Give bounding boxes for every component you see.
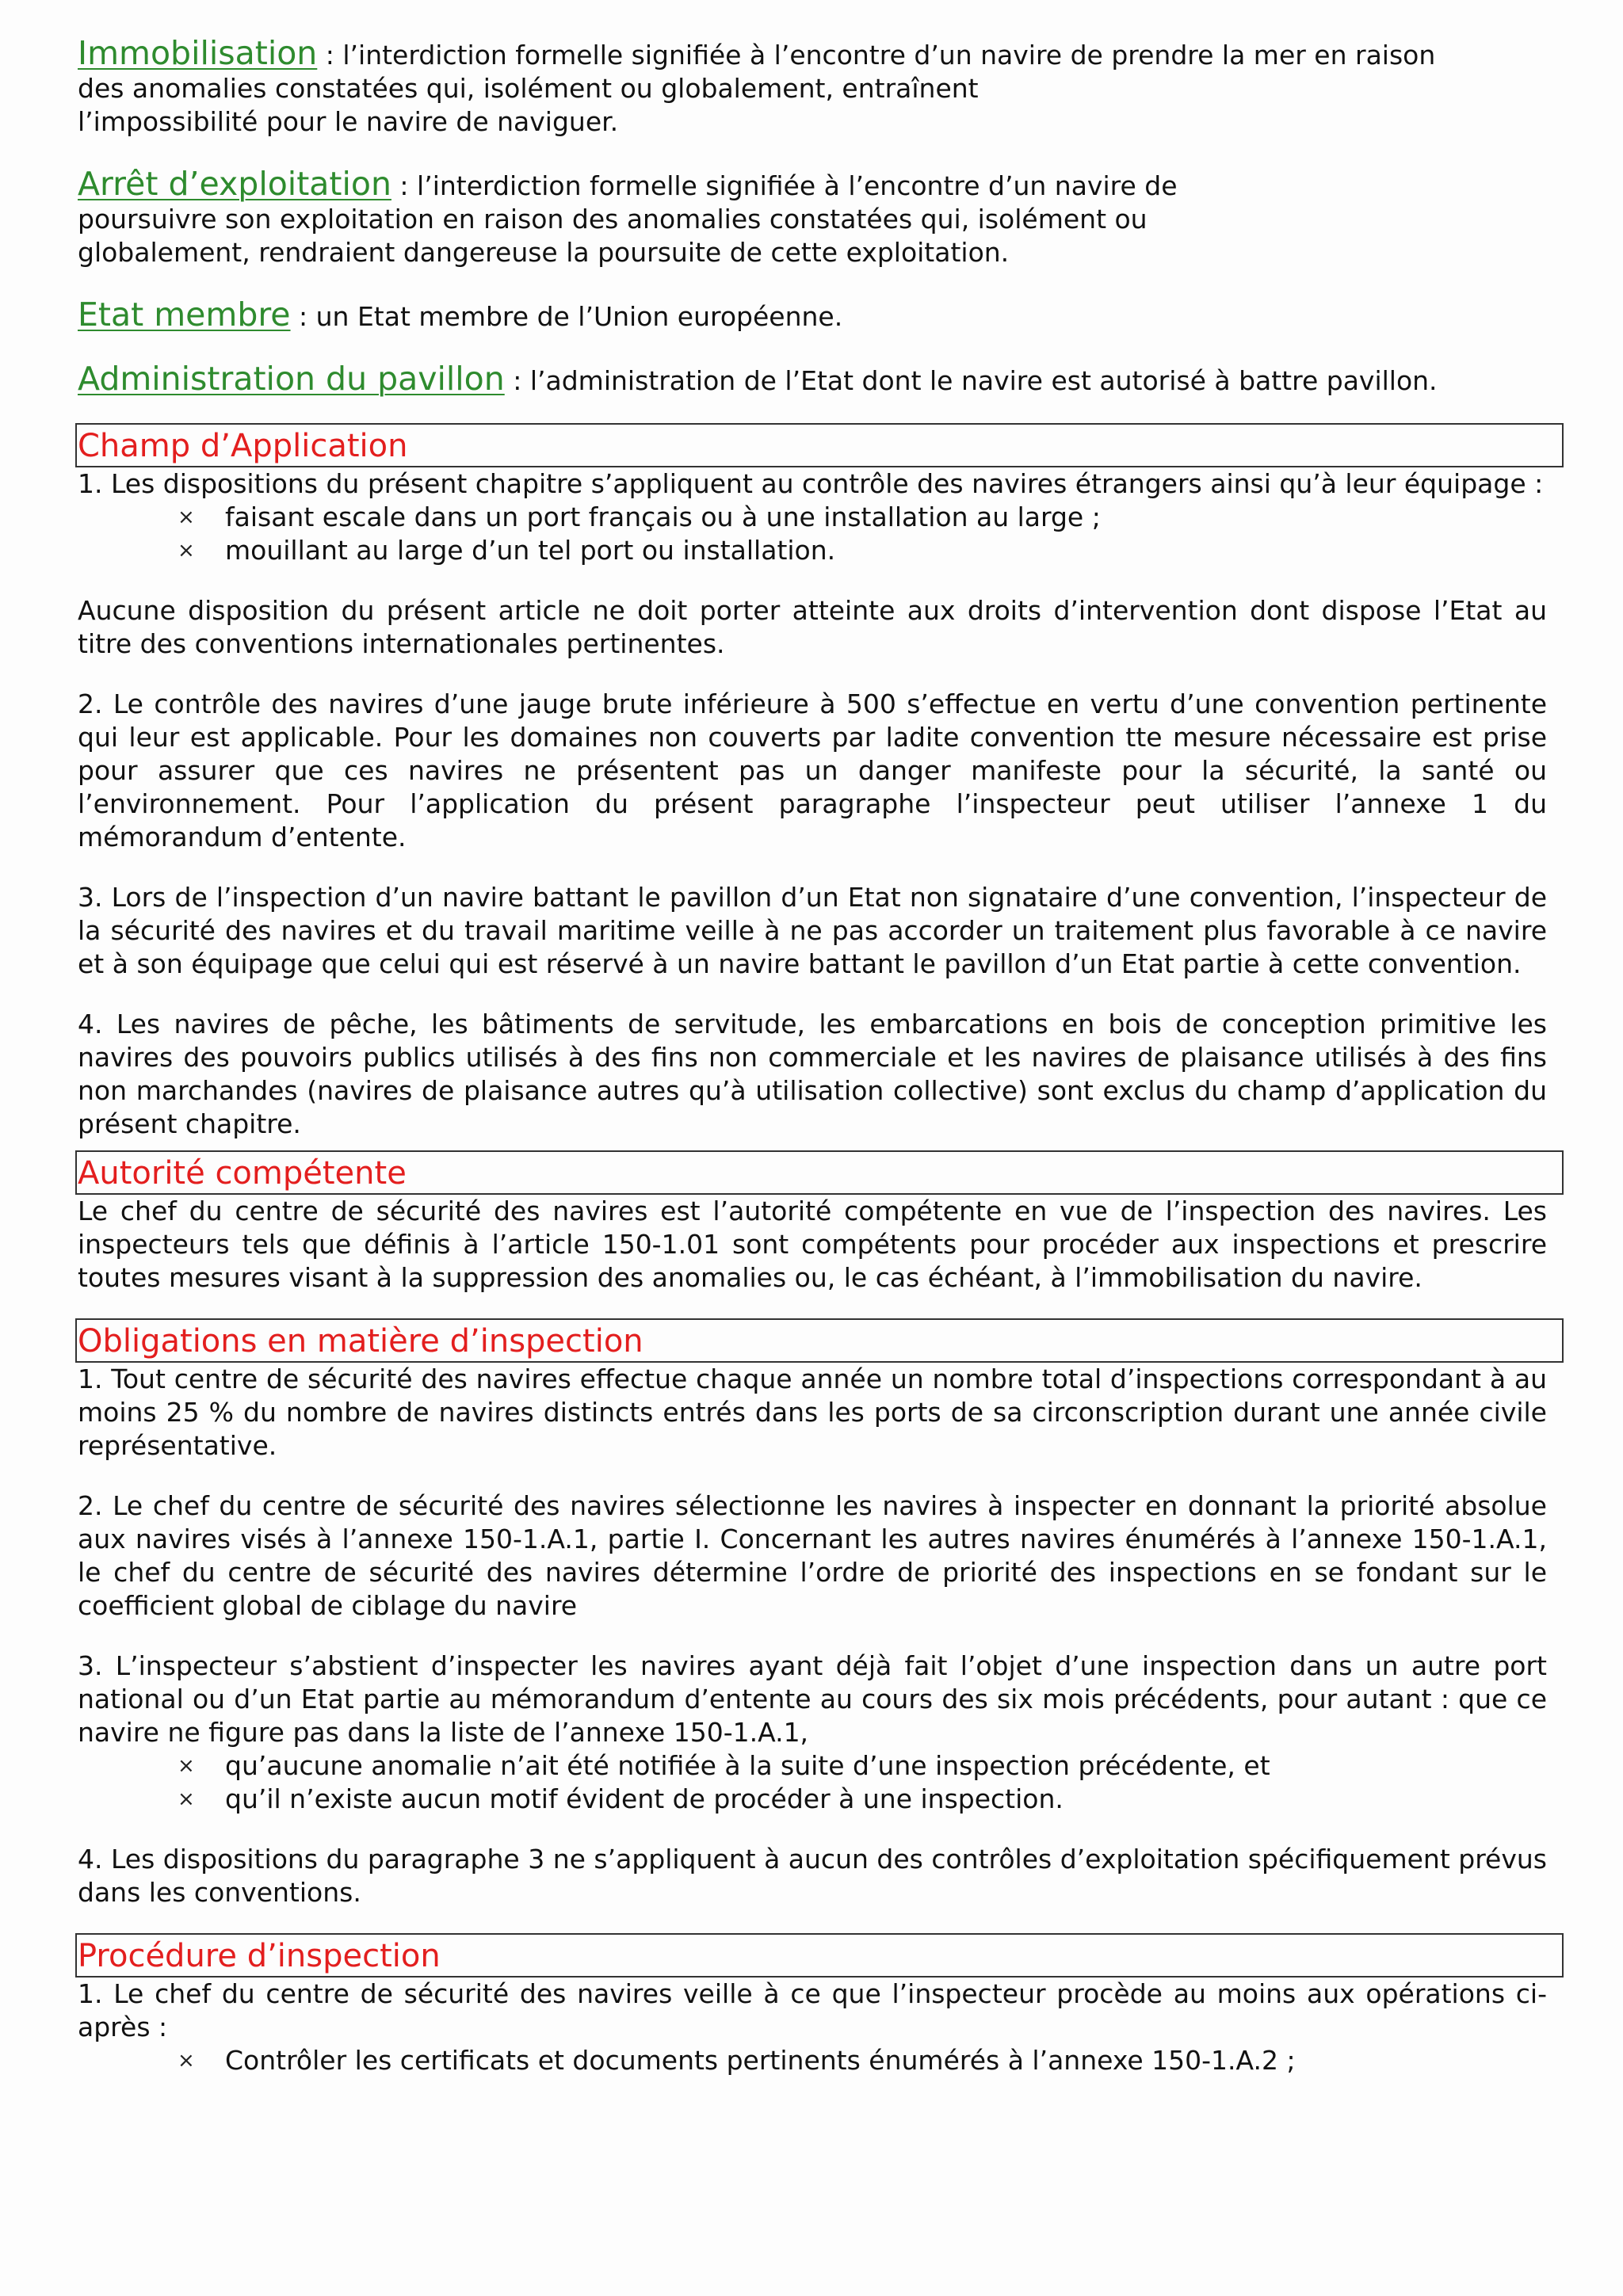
paragraph: 2. Le contrôle des navires d’une jauge brute inférieure à 500 s’effectue en vertu d’une convention pertinente qui leur est applicable. Pour les domaines non couverts par ladite convention tte mesure nécessaire est prise pour assurer que ces navires ne présentent pas un danger manifeste pour la sécurité, la santé ou l’environnement. Pour l’application du présent paragraphe l’inspecteur peut utiliser l’annexe 1 du mémorandum d’entente. [78,688,1547,852]
paragraph: 3. L’inspecteur s’abstient d’inspecter les navires ayant déjà fait l’objet d’une inspection dans un autre port national ou d’un Etat partie au mémorandum d’entente au cours des six mois précédents, pour autant : que ce navire ne figure pas dans la liste de l’annexe 150-1.A.1, [78,1650,1547,1748]
cross-bullet-icon: × [178,1754,195,1778]
term-administration-pavillon: Administration du pavillon [78,360,505,398]
list-item: × qu’il n’existe aucun motif évident de procéder à une inspection. [178,1783,1064,1814]
cross-bullet-icon: × [178,2049,195,2073]
definition-administration-pavillon: Administration du pavillon : l’administration de l’Etat dont le navire est autorisé à battre pavillon. [78,360,1438,398]
paragraph: Aucune disposition du présent article ne doit porter atteinte aux droits d’intervention dont dispose l’Etat au titre des conventions internationales pertinentes. [78,595,1547,659]
section-header-autorite-competente [75,1150,1564,1195]
paragraph: 3. Lors de l’inspection d’un navire battant le pavillon d’un Etat non signataire d’une convention, l’inspecteur de la sécurité des navires et du travail maritime veille à ne pas accorder un traitement plus favorable à ce navire et à son équipage que celui qui est réservé à un navire battant le pavillon d’un Etat partie à cette convention. [78,882,1547,979]
section-title: Obligations en matière d’inspection [78,1323,643,1360]
section-header-procedure-inspection [75,1933,1564,1978]
cross-bullet-icon: × [178,1787,195,1811]
bullet-list [78,2044,1547,2077]
list-item: × faisant escale dans un port français ou à une installation au large ; [178,502,1101,532]
cross-bullet-icon: × [178,505,195,529]
paragraph: 1. Tout centre de sécurité des navires effectue chaque année un nombre total d’inspections correspondant à au moins 25 % du nombre de navires distincts entrés dans les ports de sa circonscription durant une année civile représentative. [78,1363,1547,1461]
list-item: × Contrôler les certificats et documents pertinents énumérés à l’annexe 150-1.A.2 ; [178,2045,1296,2076]
paragraph: 4. Les dispositions du paragraphe 3 ne s’appliquent à aucun des contrôles d’exploitation spécifiquement prévus dans les conventions. [78,1844,1547,1908]
paragraph: 1. Le chef du centre de sécurité des navires veille à ce que l’inspecteur procède au moins aux opérations ci-après : [78,1978,1547,2042]
list-item: × qu’aucune anomalie n’ait été notifiée à la suite d’une inspection précédente, et [178,1750,1270,1781]
bullet-list [78,501,1547,567]
document-page [78,36,1547,2077]
section-title: Champ d’Application [78,428,408,464]
section-title: Autorité compétente [78,1155,407,1192]
section-header-champ-application [75,423,1564,467]
definition-immobilisation: Immobilisation : l’interdiction formelle signifiée à l’encontre d’un navire de prendre la mer en raison des anomalies constatées qui, isolément ou globalement, entraînent l’impossibilité pour le navire de naviguer. [78,34,1436,137]
paragraph: Le chef du centre de sécurité des navires est l’autorité compétente en vue de l’inspection des navires. Les inspecteurs tels que définis à l’article 150-1.01 sont compétents pour procéder aux inspections et prescrire toutes mesures visant à la suppression des anomalies ou, le cas échéant, à l’immobilisation du navire. [78,1196,1547,1293]
definition-arret-exploitation: Arrêt d’exploitation : l’interdiction formelle signifiée à l’encontre d’un navire de poursuivre son exploitation en raison des anomalies constatées qui, isolément ou globalement, rendraient dangereuse la poursuite de cette exploitation. [78,165,1178,268]
term-etat-membre: Etat membre [78,296,291,334]
cross-bullet-icon: × [178,539,195,563]
paragraph: 2. Le chef du centre de sécurité des navires sélectionne les navires à inspecter en donnant la priorité absolue aux navires visés à l’annexe 150-1.A.1, partie I. Concernant les autres navires énumérés à l’annexe 150-1.A.1, le chef du centre de sécurité des navires détermine l’ordre de priorité des inspections en se fondant sur le coefficient global de ciblage du navire [78,1490,1547,1621]
term-arret-exploitation: Arrêt d’exploitation [78,165,391,203]
section-title: Procédure d’inspection [78,1938,441,1974]
section-header-obligations-inspection [75,1318,1564,1363]
paragraph: 1. Les dispositions du présent chapitre s’appliquent au contrôle des navires étrangers ainsi qu’à leur équipage : [78,468,1544,499]
definition-etat-membre: Etat membre : un Etat membre de l’Union européenne. [78,296,843,334]
bullet-list [78,1749,1547,1816]
term-immobilisation: Immobilisation [78,34,318,72]
list-item: × mouillant au large d’un tel port ou installation. [178,535,836,566]
paragraph: 4. Les navires de pêche, les bâtiments de servitude, les embarcations en bois de conception primitive les navires des pouvoirs publics utilisés à des fins non commerciale et les navires de plaisance utilisés à des fins non marchandes (navires de plaisance autres qu’à utilisation collective) sont exclus du champ d’application du présent chapitre. [78,1009,1547,1139]
